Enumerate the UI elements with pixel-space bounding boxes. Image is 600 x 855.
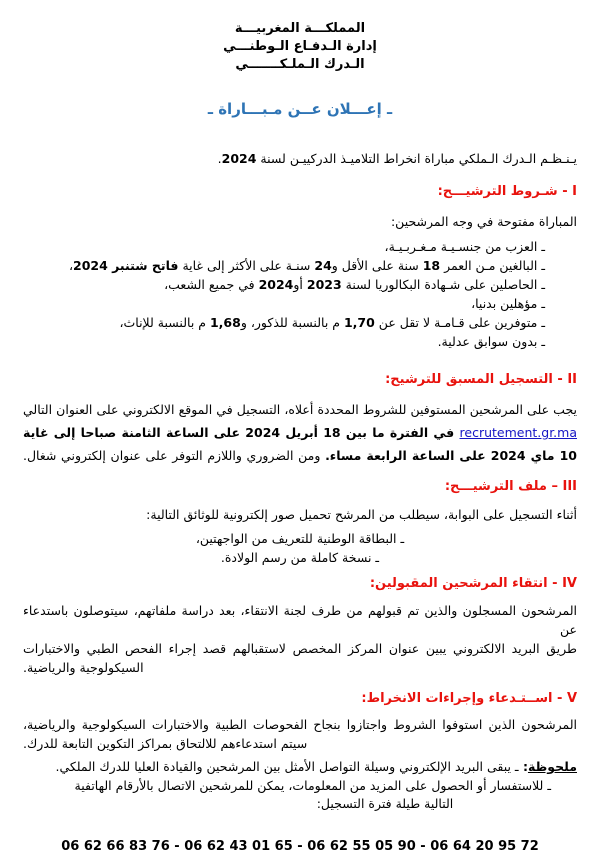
section-4-heading: IV - انتقاء المرشحين المقبولين: bbox=[369, 576, 577, 591]
condition-height-male: 1,70 bbox=[343, 315, 375, 330]
conditions-open-line: المباراة مفتوحة في وجه المرشحين: bbox=[390, 214, 577, 229]
header-kingdom: المملكـــة المغربيـــة bbox=[234, 21, 366, 36]
document-item-id-card: ـ البطاقة الوطنية للتعريف من الواجهتين، bbox=[195, 531, 405, 546]
note-line-1 bbox=[23, 758, 577, 777]
condition-age-comma: ، bbox=[68, 258, 73, 273]
section-1-heading: I - شـروط الترشيـــح: bbox=[437, 184, 577, 199]
conditions-list bbox=[23, 237, 577, 351]
condition-bac-year1: 2023 bbox=[306, 277, 342, 292]
registration-link[interactable]: recrutement.gr.ma bbox=[459, 425, 577, 440]
note-label: ملحوظة bbox=[527, 759, 577, 774]
note-block bbox=[23, 758, 577, 814]
condition-item-single: ـ العزب من جنسـيـة مـغـربـيـة، bbox=[384, 239, 545, 254]
header-defense-administration: إدارة الـدفـاع الـوطنـــي bbox=[223, 39, 377, 54]
condition-bac-year2: 2024 bbox=[258, 277, 294, 292]
registration-period-end: 10 ماي 2024 على الساعة الرابعة مساء. bbox=[325, 448, 578, 463]
note-colon: : bbox=[518, 759, 528, 774]
intro-period: . bbox=[217, 151, 222, 166]
condition-age-min: 18 bbox=[422, 258, 441, 273]
note-line-3: التالية طيلة فترة التسجيل: bbox=[316, 796, 454, 811]
file-intro-line: أثناء التسجيل على البوابة، سيطلب من المرشح تحميل صور إلكترونية للوثائق التالية: bbox=[146, 507, 577, 522]
condition-age-text3: سنـة على الأكثر إلى غاية bbox=[178, 258, 315, 273]
registration-line-2 bbox=[23, 421, 577, 444]
condition-age-deadline: فاتح شتنبر 2024 bbox=[73, 258, 179, 273]
condition-height-text: ـ متوفرين على قـامـة لا تقل عن bbox=[374, 315, 545, 330]
condition-height-female: 1,68 bbox=[209, 315, 241, 330]
intro-paragraph bbox=[23, 149, 577, 168]
registration-line-1: يجب على المرشحين المستوفين للشروط المحددة أعلاه، التسجيل في الموقع الالكتروني على العنوان التالي bbox=[23, 402, 577, 417]
note-email-text: ـ يبقى البريد الإلكتروني وسيلة التواصل الأمثل بين المرشحين والقيادة العليا للدرك الملكي. bbox=[55, 759, 519, 774]
registration-period-start: في الفترة ما بين 18 أبريل 2024 على الساعة الثامنة صباحا إلى غاية bbox=[23, 425, 460, 440]
registration-paragraph bbox=[23, 398, 577, 467]
condition-bac-or: أو bbox=[293, 277, 307, 292]
selection-paragraph bbox=[23, 601, 577, 677]
announcement-title: ـ إعـــلان عــن مـبـــاراة ـ bbox=[207, 100, 393, 118]
selection-line-1: المرشحون المسجلون والذين تم قبولهم من طرف لجنة الانتقاء، بعد دراسة ملفاتهم، سيتوصلون باستدعاء عن bbox=[23, 603, 577, 637]
documents-list bbox=[23, 530, 577, 567]
condition-item-age bbox=[23, 256, 577, 275]
condition-item-height bbox=[23, 313, 577, 332]
enrollment-paragraph bbox=[23, 716, 577, 753]
condition-bac-text: ـ الحاصلين على شـهادة البكالوريا لسنة bbox=[341, 277, 545, 292]
condition-item-baccalaureate bbox=[23, 275, 577, 294]
enrollment-line-1: المرشحون الذين استوفوا الشروط واجتازوا بنجاح الفحوصات الطبية والاختبارات السيكولوجية والرياضية، bbox=[23, 717, 577, 732]
condition-age-text: ـ البالغين مـن العمر bbox=[440, 258, 545, 273]
selection-line-3: السيكولوجية والرياضية. bbox=[23, 660, 144, 675]
enrollment-line-2: سيتم استدعاءهم للالتحاق بمراكز التكوين التابعة للدرك. bbox=[23, 735, 308, 751]
intro-year: 2024 bbox=[221, 151, 257, 166]
registration-email-requirement: ومن الضروري واللازم التوفر على عنوان إلكتروني شغال. bbox=[23, 448, 326, 463]
header-royal-gendarmerie: الـدرك الـملـكـــــــي bbox=[235, 57, 365, 72]
condition-age-text2: سنة على الأقل و bbox=[331, 258, 423, 273]
registration-line-3 bbox=[23, 444, 577, 467]
selection-line-2: طريق البريد الالكتروني يبين عنوان المركز المخصص لاستقبالهم قصد إجراء الفحص الطبي والاختبارات bbox=[23, 641, 577, 656]
document-item-birth-certificate: ـ نسخة كاملة من رسم الولادة. bbox=[220, 549, 380, 565]
phone-numbers: 06 62 66 83 76 - 06 62 43 01 65 - 06 62 55 05 90 - 06 64 20 95 72 bbox=[61, 838, 539, 854]
section-2-heading: II - التسجيل المسبق للترشيح: bbox=[385, 372, 577, 387]
condition-age-max: 24 bbox=[314, 258, 332, 273]
condition-height-text2: م بالنسبة للذكور، و bbox=[240, 315, 344, 330]
note-line-2: ـ للاستفسار أو الحصول على المزيد من المعلومات، يمكن للمرشحين الاتصال بالأرقام الهاتفية bbox=[74, 777, 551, 793]
condition-bac-text2: في جميع الشعب، bbox=[164, 277, 259, 292]
section-3-heading: III – ملف الترشيـــح: bbox=[444, 479, 577, 494]
condition-height-text3: م بالنسبة للإناث، bbox=[119, 315, 210, 330]
section-5-heading: V - اســتـدعاء وإجراءات الانخراط: bbox=[361, 691, 577, 706]
intro-text: يـنـظـم الـدرك الـملكي مباراة انخراط التلاميـذ الدركييـن لسنة bbox=[256, 151, 577, 166]
condition-item-fitness: ـ مؤهلين بدنيا، bbox=[471, 296, 545, 311]
condition-item-record: ـ بدون سوابق عدلية. bbox=[437, 334, 545, 349]
